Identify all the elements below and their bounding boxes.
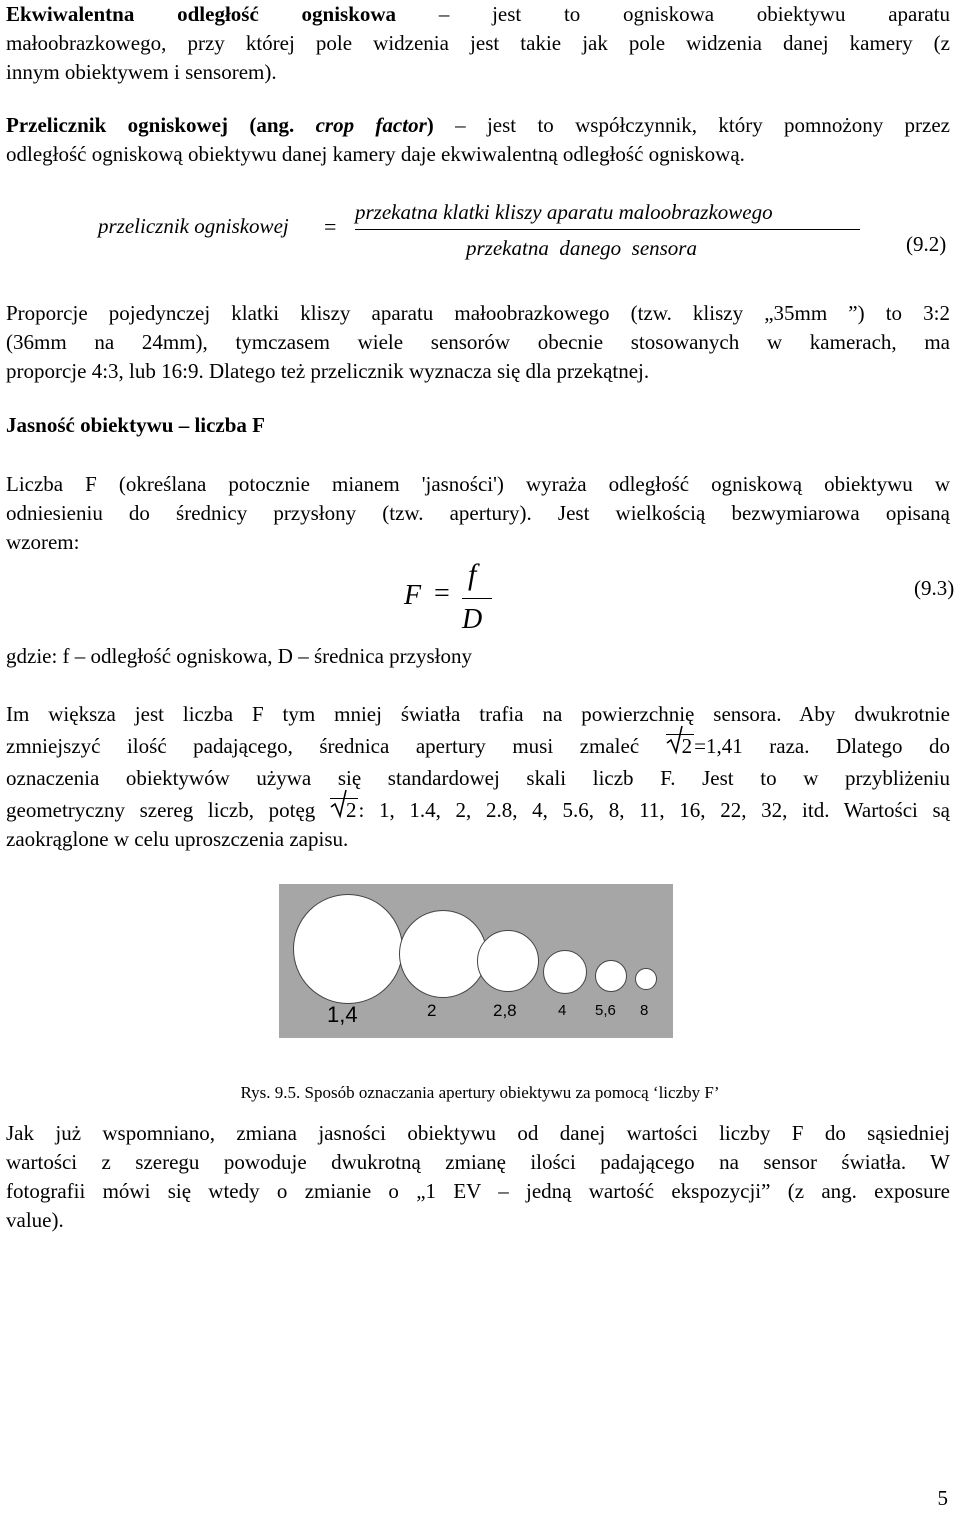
para4-line2: odniesieniu do średnicy przysłony (tzw. apertury). Jest wielkością bezwymiarowa opisaną bbox=[6, 501, 950, 525]
figure-caption: Rys. 9.5. Sposób oznaczania apertury obiektywu za pomocą ‘liczby F’ bbox=[240, 1083, 720, 1102]
eq93-denominator: D bbox=[462, 604, 483, 635]
eq92-numerator: przekatna klatki kliszy aparatu maloobrazkowego bbox=[355, 200, 773, 224]
aperture-figure bbox=[279, 884, 673, 1038]
para6-line2: wartości z szeregu powoduje dwukrotną zmianę ilości padającego na sensor światła. W bbox=[6, 1150, 950, 1174]
eq92-fraction-bar bbox=[355, 229, 860, 230]
term-crop-factor: crop factor bbox=[315, 113, 427, 137]
eq93-equals: = bbox=[434, 578, 450, 609]
aperture-hole-4 bbox=[543, 950, 587, 994]
para4-line3: wzorem: bbox=[6, 530, 80, 554]
para5-line1: Im większa jest liczba F tym mniej światła trafia na powierzchnię sensora. Aby dwukrotnie bbox=[6, 702, 950, 726]
radical-sign-icon bbox=[666, 725, 684, 755]
aperture-hole-5-6 bbox=[595, 960, 627, 992]
eq93-lhs: F bbox=[404, 580, 422, 611]
term-equivalent-focal-length: Ekwiwalentna odległość ogniskowa bbox=[6, 2, 397, 26]
para3-line1: Proporcje pojedynczej klatki kliszy aparatu małoobrazkowego (tzw. kliszy „35mm ”) to 3:2 bbox=[6, 301, 950, 325]
para6-line4: value). bbox=[6, 1208, 64, 1232]
radical-sign-icon bbox=[330, 789, 348, 819]
para5-line3: oznaczenia obiektywów używa się standardowej skali liczb F. Jest to w przybliżeniu bbox=[6, 766, 950, 790]
para3-line2: (36mm na 24mm), tymczasem wiele sensorów obecnie stosowanych w kamerach, ma bbox=[6, 330, 950, 354]
equation-9-3 bbox=[6, 560, 960, 640]
sqrt-2-symbol: 2 bbox=[666, 732, 695, 761]
definition-equivalent-focal-length bbox=[6, 0, 950, 87]
aperture-hole-2-8 bbox=[477, 930, 539, 992]
eq92-lhs: przelicznik ogniskowej bbox=[98, 214, 289, 238]
aperture-label-2: 2 bbox=[427, 1001, 437, 1020]
equation-9-2 bbox=[6, 196, 960, 270]
eq93-fraction-bar bbox=[462, 598, 492, 599]
f-number-scale-paragraph bbox=[6, 700, 950, 854]
aperture-label-8: 8 bbox=[640, 1002, 649, 1019]
page-number: 5 bbox=[937, 1486, 948, 1510]
ev-paragraph bbox=[6, 1119, 950, 1235]
aperture-hole-8 bbox=[635, 968, 657, 990]
eq92-denominator: przekatna danego sensora bbox=[466, 236, 697, 260]
para2-line2: odległość ogniskową obiektywu danej kamery daje ekwiwalentną odległość ogniskową. bbox=[6, 142, 745, 166]
para5-line2: zmniejszyć ilość padającego, średnica apertury musi zmaleć 2=1,41 raza. Dlatego do bbox=[6, 732, 950, 761]
para5-line5: zaokrąglone w celu uproszczenia zapisu. bbox=[6, 827, 349, 851]
where-clause: gdzie: f – odległość ogniskowa, D – średnica przysłony bbox=[6, 644, 472, 668]
frame-proportions-paragraph bbox=[6, 299, 950, 386]
para6-line3: fotografii mówi się wtedy o zmianie o „1 EV – jedną wartość ekspozycji” (z ang. exposure bbox=[6, 1179, 950, 1203]
para1-line3: innym obiektywem i sensorem). bbox=[6, 60, 277, 84]
para1-line2: małoobrazkowego, przy której pole widzenia jest takie jak pole widzenia danej kamery (z bbox=[6, 31, 950, 55]
para5-line4: geometryczny szereg liczb, potęg 2: 1, 1.4, 2, 2.8, 4, 5.6, 8, 11, 16, 22, 32, itd. Wartości są bbox=[6, 796, 950, 825]
aperture-label-5-6: 5,6 bbox=[595, 1002, 616, 1019]
eq93-number: (9.3) bbox=[914, 576, 955, 600]
eq92-number: (9.2) bbox=[906, 232, 947, 256]
para6-line1: Jak już wspomniano, zmiana jasności obiektywu od danej wartości liczby F do sąsiedniej bbox=[6, 1121, 950, 1145]
aperture-label-2-8: 2,8 bbox=[493, 1001, 517, 1020]
sqrt-2-symbol-2: 2 bbox=[330, 796, 359, 825]
aperture-label-4: 4 bbox=[558, 1002, 567, 1019]
para2-line1: Przelicznik ogniskowej (ang. crop factor) – jest to współczynnik, który pomnożony przez bbox=[6, 113, 950, 137]
para3-line3: proporcje 4:3, lub 16:9. Dlatego też przelicznik wyznacza się dla przekątnej. bbox=[6, 359, 650, 383]
definition-crop-factor bbox=[6, 111, 950, 169]
aperture-hole-2 bbox=[399, 910, 487, 998]
section-heading: Jasność obiektywu – liczba F bbox=[6, 413, 266, 437]
eq93-numerator: f bbox=[468, 558, 477, 591]
f-number-definition bbox=[6, 470, 950, 557]
aperture-hole-1-4 bbox=[293, 894, 403, 1004]
aperture-label-1-4: 1,4 bbox=[327, 1002, 358, 1027]
para4-line1: Liczba F (określana potocznie mianem 'jasności') wyraża odległość ogniskową obiektywu w bbox=[6, 472, 950, 496]
eq92-equals: = bbox=[324, 214, 337, 239]
para1-line1: Ekwiwalentna odległość ogniskowa – jest to ogniskowa obiektywu aparatu bbox=[6, 2, 950, 26]
